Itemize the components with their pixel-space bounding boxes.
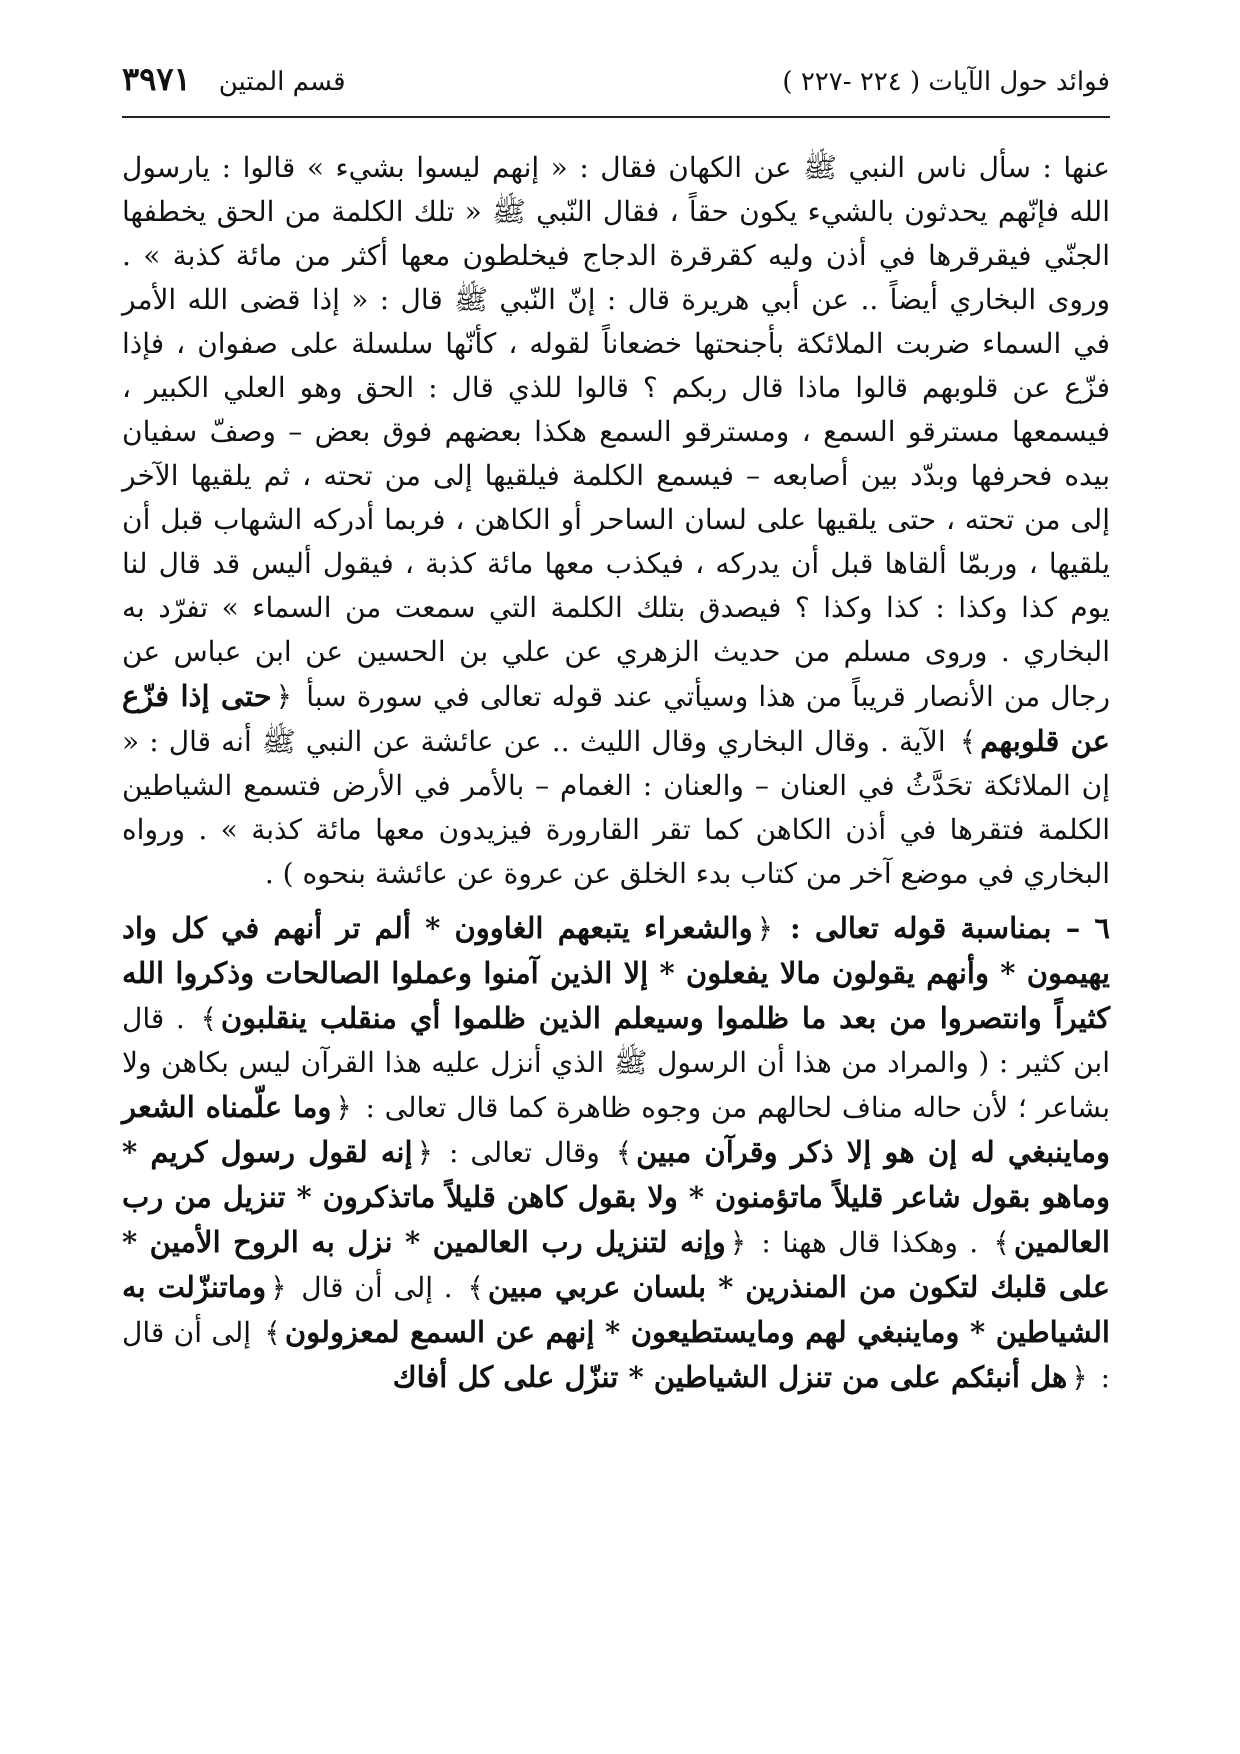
paragraph-hadith-continuation	[122, 146, 1110, 896]
quran-verse-poets: والشعراء يتبعهم الغاوون * ألم تر أنهم في كل واد يهيمون * وأنهم يقولون مالا يفعلون * إلا الذين آمنوا وعملوا الصالحات وذكروا الله كثيراً وانتصروا من بعد ما ظلموا وسيعلم الذين ظلموا أي منقلب ينقلبون	[122, 911, 1110, 1035]
quran-open-bracket: ﴿	[275, 680, 293, 713]
paragraph-text: . إلى أن قال	[301, 1271, 453, 1304]
quran-open-bracket: ﴿	[729, 1226, 747, 1259]
quran-open-bracket: ﴿	[416, 1136, 433, 1169]
quran-verse-messenger: إنه لقول رسول كريم * وماهو بقول شاعر قليلاً ماتؤمنون * ولا بقول كاهن قليلاً ماتذكرون * تنزيل من رب العالمين	[122, 1135, 1110, 1259]
quran-close-bracket: ﴾	[264, 1316, 281, 1349]
quran-close-bracket: ﴾	[467, 1271, 484, 1304]
header-meta	[122, 60, 346, 98]
quran-open-bracket: ﴿	[335, 1091, 352, 1124]
quran-open-bracket: ﴿	[756, 912, 773, 945]
section-6-intro: ٦ – بمناسبة قوله تعالى :	[790, 911, 1110, 945]
quran-verse-liars: هل أنبئكم على من تنزل الشياطين * تنزّل على كل أفاك	[392, 1360, 1068, 1394]
paragraph-text: . قال ابن كثير : ( والمراد من هذا أن الرسول ﷺ الذي أنزل عليه هذا القرآن ليس بكاهن ولا بشاعر ؛ لأن حاله مناف لحالهم من وجوه ظاهرة كما قال تعالى :	[122, 1002, 1110, 1124]
quran-close-bracket: ﴾	[993, 1226, 1010, 1259]
header-title: فوائد حول الآيات ( ٢٢٤ -٢٢٧ )	[782, 67, 1110, 97]
quran-verse-devils: وماتنزّلت به الشياطين * وماينبغي لهم ومايستطيعون * إنهم عن السمع لمعزولون	[122, 1270, 1110, 1349]
quran-close-bracket: ﴾	[200, 1002, 217, 1035]
quran-open-bracket: ﴿	[1071, 1361, 1088, 1394]
paragraph-text: الآية . وقال البخاري وقال الليث .. عن عائشة عن النبي ﷺ أنه قال : « إن الملائكة تحَدَّثُ في العنان – والعنان : الغمام – بالأمر في الأرض فتسمع الشياطين الكلمة فتقرها في أذن الكاهن كما تقر القارورة فيزيدون معها مائة كذبة » . ورواه البخاري في موضع آخر من كتاب بدء الخلق عن عروة عن عائشة بنحوه ) .	[122, 725, 1110, 890]
quran-verse-revelation: وإنه لتنزيل رب العالمين * نزل به الروح الأمين * على قلبك لتكون من المنذرين * بلسان عربي مبين	[122, 1225, 1111, 1304]
paragraph-text: عنها : سأل ناس النبي ﷺ عن الكهان فقال : « إنهم ليسوا بشيء » قالوا : يارسول الله فإنّهم يحدثون بالشيء يكون حقاً ، فقال النّبي ﷺ « تلك الكلمة من الحق يخطفها الجنّي فيقرقرها في أذن وليه كقرقرة الدجاج فيخلطون معها أكثر من مائة كذبة » . وروى البخاري أيضاً .. عن أبي هريرة قال : إنّ النّبي ﷺ قال : « إذا قضى الله الأمر في السماء ضربت الملائكة بأجنحتها خضعاناً لقوله ، كأنّها سلسلة على صفوان ، فإذا فزّع عن قلوبهم قالوا ماذا قال ربكم ؟ قالوا للذي قال : الحق وهو العلي الكبير ، فيسمعها مسترقو السمع ، ومسترقو السمع هكذا بعضهم فوق بعض – وصفّ سفيان بيده فحرفها وبدّد بين أصابعه – فيسمع الكلمة فيلقيها إلى من تحته ، ثم يلقيها الآخر إلى من تحته ، حتى يلقيها على لسان الساحر أو الكاهن ، فربما أدركه الشهاب قبل أن يلقيها ، وربمّا ألقاها قبل أن يدركه ، فيكذب معها مائة كذبة ، فيقول أليس قد قال لنا يوم كذا وكذا : كذا وكذا ؟ فيصدق بتلك الكلمة التي سمعت من السماء » تفرّد به البخاري . وروى مسلم من حديث الزهري عن علي بن الحسين عن ابن عباس عن رجال من الأنصار قريباً من هذا وسيأتي عند قوله تعالى في سورة سبأ	[122, 151, 1111, 713]
quran-close-bracket: ﴾	[959, 725, 977, 758]
quran-open-bracket: ﴿	[270, 1271, 287, 1304]
quran-verse-quote: حتى إذا فزّع عن قلوبهم	[122, 679, 1110, 758]
quran-close-bracket: ﴾	[615, 1136, 633, 1169]
page-number: ٣٩٧١	[122, 60, 191, 98]
running-header	[122, 60, 1110, 118]
paragraph-text: وقال تعالى :	[448, 1136, 600, 1169]
quran-verse-poetry: وما علّمناه الشعر وماينبغي له إن هو إلا ذكر وقرآن مبين	[122, 1090, 1111, 1169]
paragraph-text: إلى أن قال :	[122, 1316, 1110, 1394]
header-section-name: قسم المتين	[218, 67, 346, 97]
paragraph-text: . وهكذا قال ههنا :	[761, 1226, 979, 1259]
paragraph-section-6	[122, 906, 1110, 1400]
page-body	[122, 146, 1110, 1400]
